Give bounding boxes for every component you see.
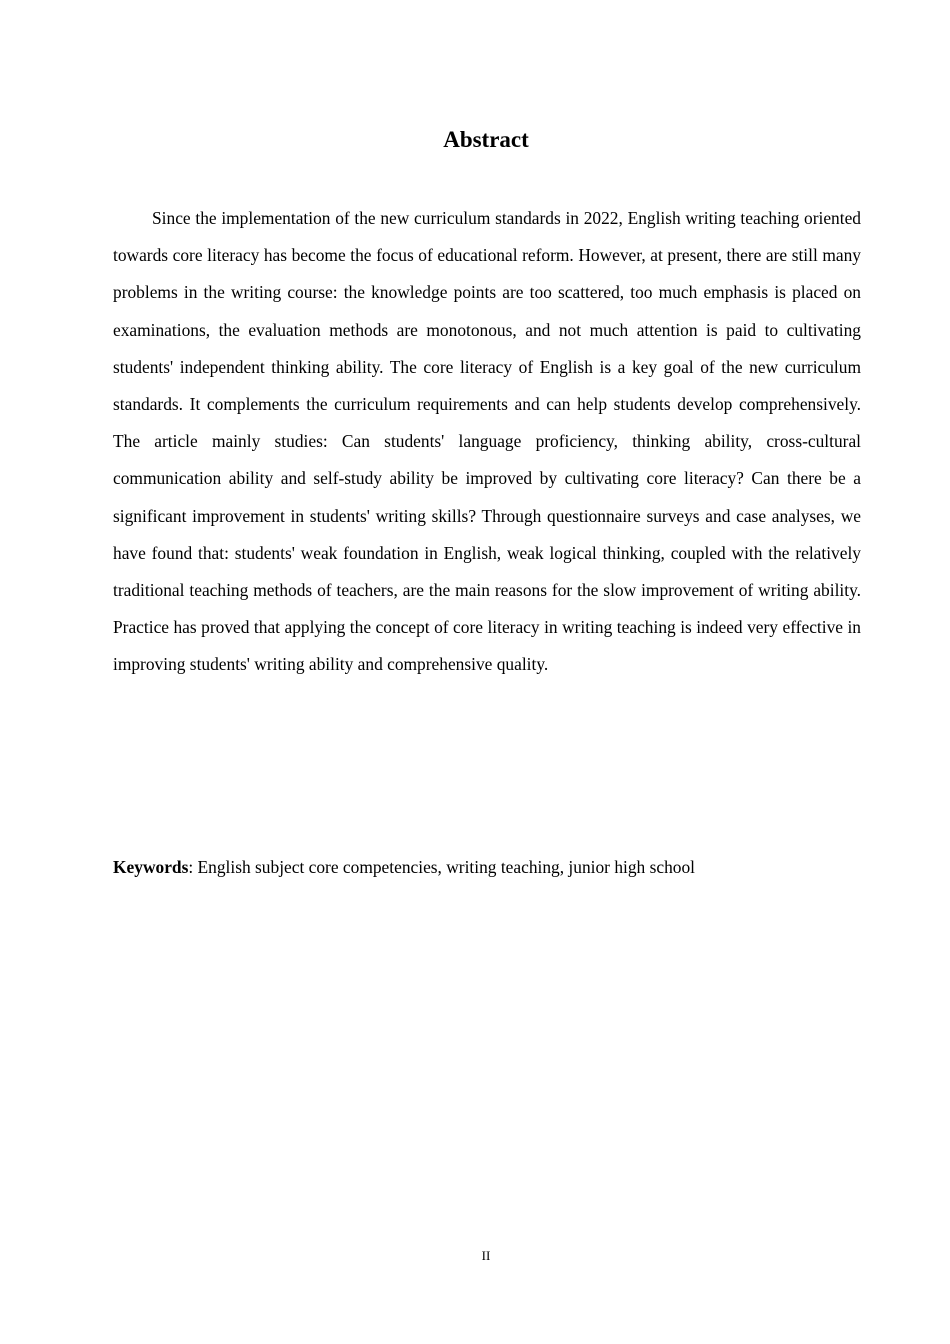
- keywords-line: [113, 852, 873, 882]
- page-title: Abstract: [443, 127, 529, 152]
- page-number: II: [481, 1248, 491, 1263]
- keywords-text: English subject core competencies, writing teaching, junior high school: [197, 857, 695, 877]
- abstract-paragraph: Since the implementation of the new curriculum standards in 2022, English writing teaching oriented towards core literacy has become the focus of educational reform. However, at present, there are still many problems in the writing course: the knowledge points are too scattered, too much emphasis is placed on examinations, the evaluation methods are monotonous, and not much attention is paid to cultivating students' independent thinking ability. The core literacy of English is a key goal of the new curriculum standards. It complements the curriculum requirements and can help students develop comprehensively. The article mainly studies: Can students' language proficiency, thinking ability, cross-cultural communication ability and self-study ability be improved by cultivating core literacy? Can there be a significant improvement in students' writing skills? Through questionnaire surveys and case analyses, we have found that: students' weak foundation in English, weak logical thinking, coupled with the relatively traditional teaching methods of teachers, are the main reasons for the slow improvement of writing ability. Practice has proved that applying the concept of core literacy in writing teaching is indeed very effective in improving students' writing ability and comprehensive quality.: [113, 208, 861, 675]
- keywords-label: Keywords: [113, 857, 189, 877]
- keywords-separator: :: [188, 857, 198, 877]
